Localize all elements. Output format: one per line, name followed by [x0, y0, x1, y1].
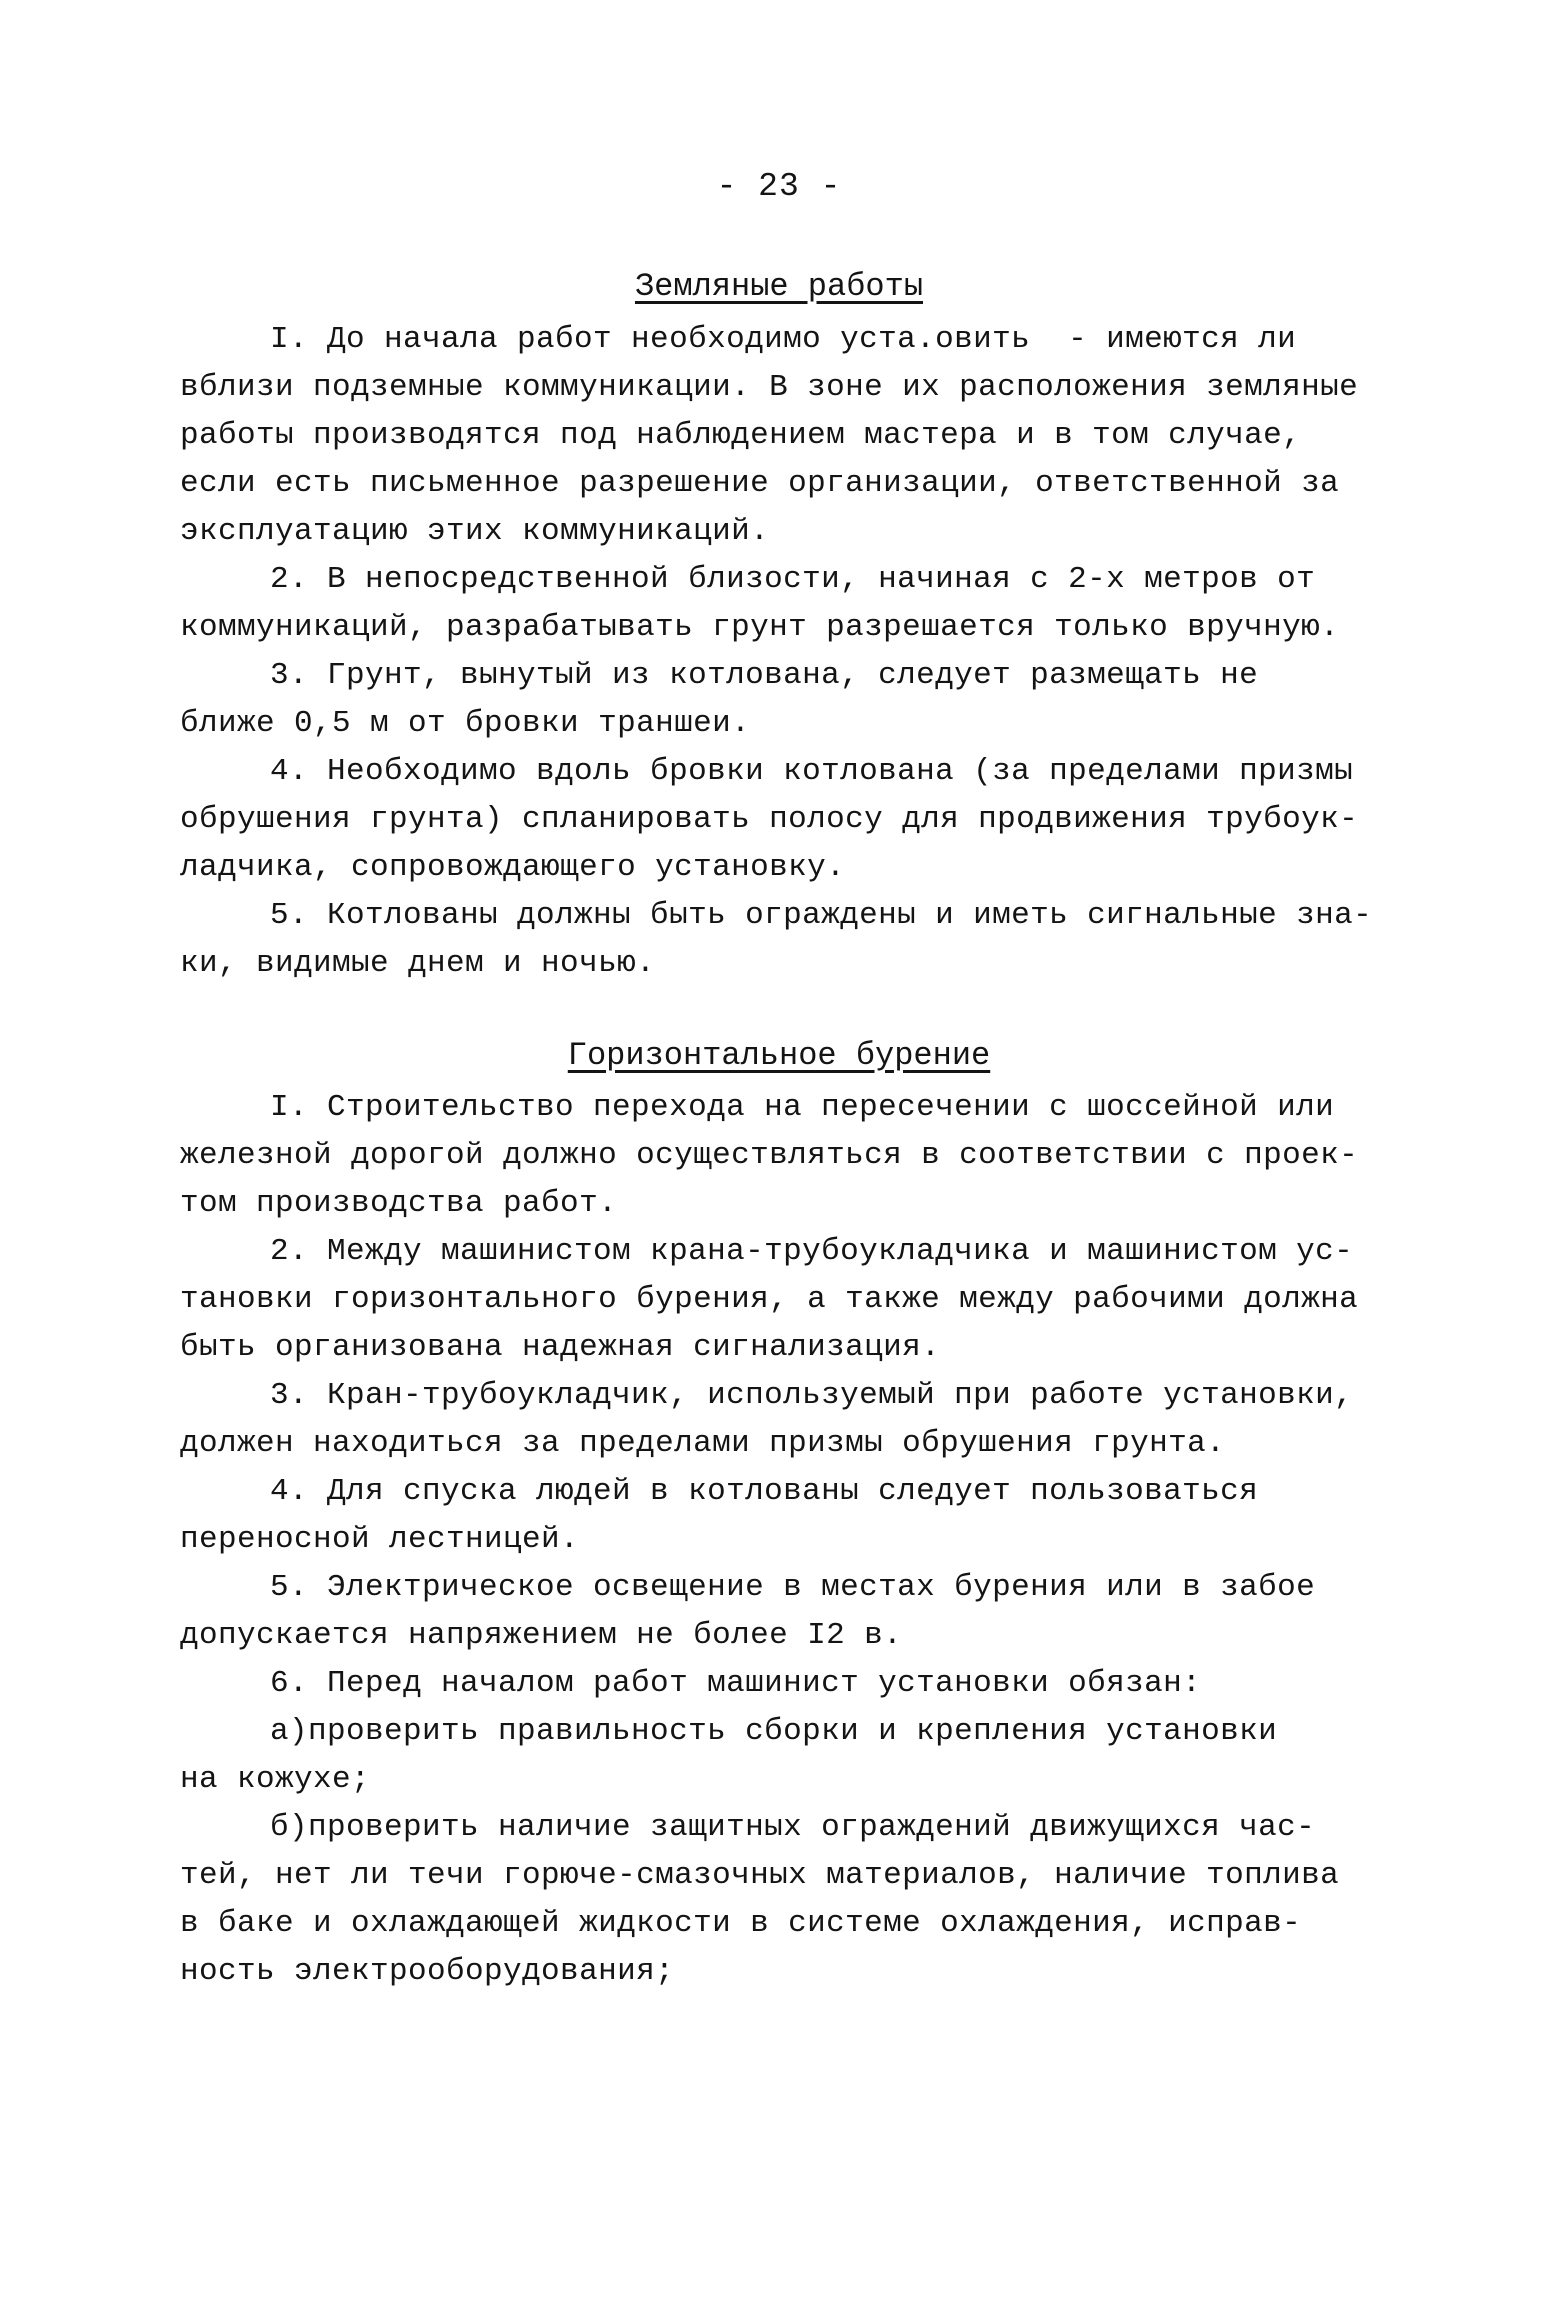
- section-heading-earthworks: Земляные работы: [634, 268, 924, 305]
- paragraph-line: 4. Необходимо вдоль бровки котлована (за пределами призмы: [270, 754, 1354, 789]
- paragraph-line: ность электрооборудования;: [180, 1954, 675, 1989]
- page-number: - 23 -: [716, 168, 842, 205]
- paragraph-line: том производства работ.: [180, 1186, 618, 1221]
- paragraph-line: быть организована надежная сигнализация.: [180, 1330, 941, 1365]
- paragraph-line: переносной лестницей.: [180, 1522, 580, 1557]
- paragraph-line: 2. В непосредственной близости, начиная с 2-х метров от: [270, 562, 1316, 597]
- paragraph-line: эксплуатацию этих коммуникаций.: [180, 514, 770, 549]
- paragraph-line: I. Строительство перехода на пересечении с шоссейной или: [270, 1090, 1335, 1125]
- paragraph-line: а)проверить правильность сборки и крепления установки: [270, 1714, 1278, 1749]
- paragraph-line: в баке и охлаждающей жидкости в системе охлаждения, исправ-: [180, 1906, 1302, 1941]
- paragraph-line: допускается напряжением не более I2 в.: [180, 1618, 903, 1653]
- paragraph-line: 4. Для спуска людей в котлованы следует пользоваться: [270, 1474, 1259, 1509]
- paragraph-line: ближе 0,5 м от бровки траншеи.: [180, 706, 751, 741]
- paragraph-line: железной дорогой должно осуществляться в соответствии с проек-: [180, 1138, 1359, 1173]
- paragraph-line: б)проверить наличие защитных ограждений движущихся час-: [270, 1810, 1316, 1845]
- paragraph-line: вблизи подземные коммуникации. В зоне их расположения земляные: [180, 370, 1359, 405]
- paragraph-line: ладчика, сопровождающего установку.: [180, 850, 846, 885]
- paragraph-line: работы производятся под наблюдением мастера и в том случае,: [180, 418, 1302, 453]
- paragraph-line: должен находиться за пределами призмы обрушения грунта.: [180, 1426, 1226, 1461]
- paragraph-line: на кожухе;: [180, 1762, 371, 1797]
- section-heading-horizontal-drilling: Горизонтальное бурение: [567, 1037, 991, 1074]
- paragraph-line: тановки горизонтального бурения, а также между рабочими должна: [180, 1282, 1359, 1317]
- paragraph-line: коммуникаций, разрабатывать грунт разрешается только вручную.: [180, 610, 1340, 645]
- paragraph-line: обрушения грунта) спланировать полосу для продвижения трубоук-: [180, 802, 1359, 837]
- paragraph-line: 3. Кран-трубоукладчик, используемый при работе установки,: [270, 1378, 1354, 1413]
- paragraph-line: тей, нет ли течи горюче-смазочных материалов, наличие топлива: [180, 1858, 1340, 1893]
- paragraph-line: 2. Между машинистом крана-трубоукладчика и машинистом ус-: [270, 1234, 1354, 1269]
- paragraph-line: если есть письменное разрешение организации, ответственной за: [180, 466, 1340, 501]
- paragraph-line: ки, видимые днем и ночью.: [180, 946, 656, 981]
- paragraph-line: I. До начала работ необходимо уста.овить - имеются ли: [270, 322, 1297, 357]
- paragraph-line: 5. Котлованы должны быть ограждены и иметь сигнальные зна-: [270, 898, 1373, 933]
- paragraph-line: 6. Перед началом работ машинист установки обязан:: [270, 1666, 1202, 1701]
- paragraph-line: 3. Грунт, вынутый из котлована, следует размещать не: [270, 658, 1259, 693]
- paragraph-line: 5. Электрическое освещение в местах бурения или в забое: [270, 1570, 1316, 1605]
